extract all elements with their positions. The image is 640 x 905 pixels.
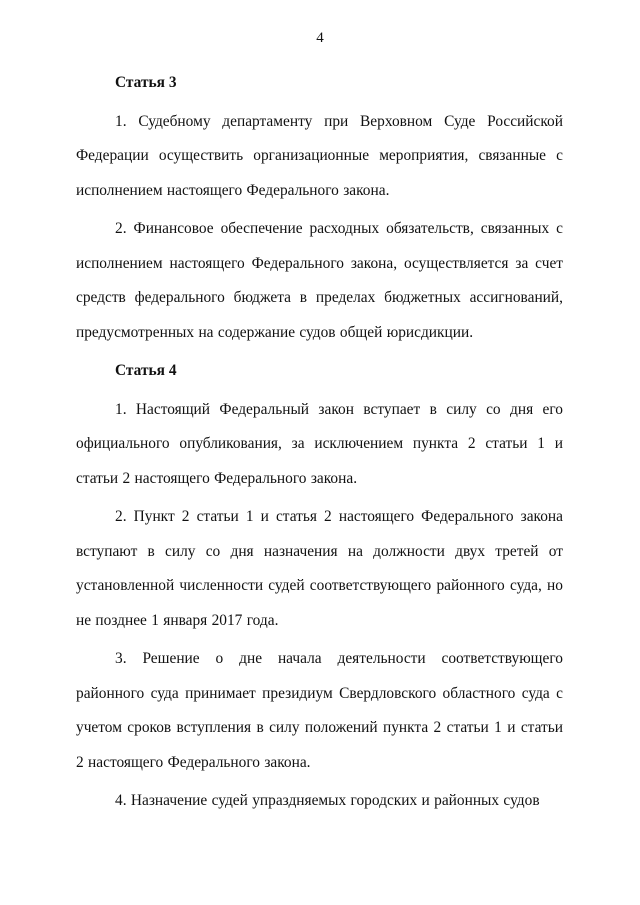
article-4-paragraph-4: 4. Назначение судей упраздняемых городских и районных судов [115, 792, 540, 809]
article-3-paragraph-2: 2. Финансовое обеспечение расходных обязательств, связанных с исполнением настоящего Федерального закона, осуществляется за счет средств федерального бюджета в пределах бюджетных ассигнований, предусмотренных на содержание судов общей юрисдикции. [76, 220, 563, 341]
page-number: 4 [316, 30, 324, 46]
article-4-heading: Статья 4 [115, 362, 177, 379]
article-4-paragraph-2: 2. Пункт 2 статьи 1 и статья 2 настоящего Федерального закона вступают в силу со дня назначения на должности двух третей от установленной численности судей соответствующего районного суда, но не позднее 1 января 2017 года. [76, 508, 563, 629]
article-3-heading: Статья 3 [115, 74, 177, 91]
article-3-paragraph-1: 1. Судебному департаменту при Верховном Суде Российской Федерации осуществить организационные мероприятия, связанные с исполнением настоящего Федерального закона. [76, 112, 563, 199]
document-body [76, 66, 563, 819]
article-4-paragraph-1: 1. Настоящий Федеральный закон вступает в силу со дня его официального опубликования, за исключением пункта 2 статьи 1 и статьи 2 настоящего Федерального закона. [76, 400, 563, 487]
article-4-paragraph-3: 3. Решение о дне начала деятельности соответствующего районного суда принимает президиум Свердловского областного суда с учетом сроков вступления в силу положений пункта 2 статьи 1 и статьи 2 настоящего Федерального закона. [76, 650, 563, 771]
